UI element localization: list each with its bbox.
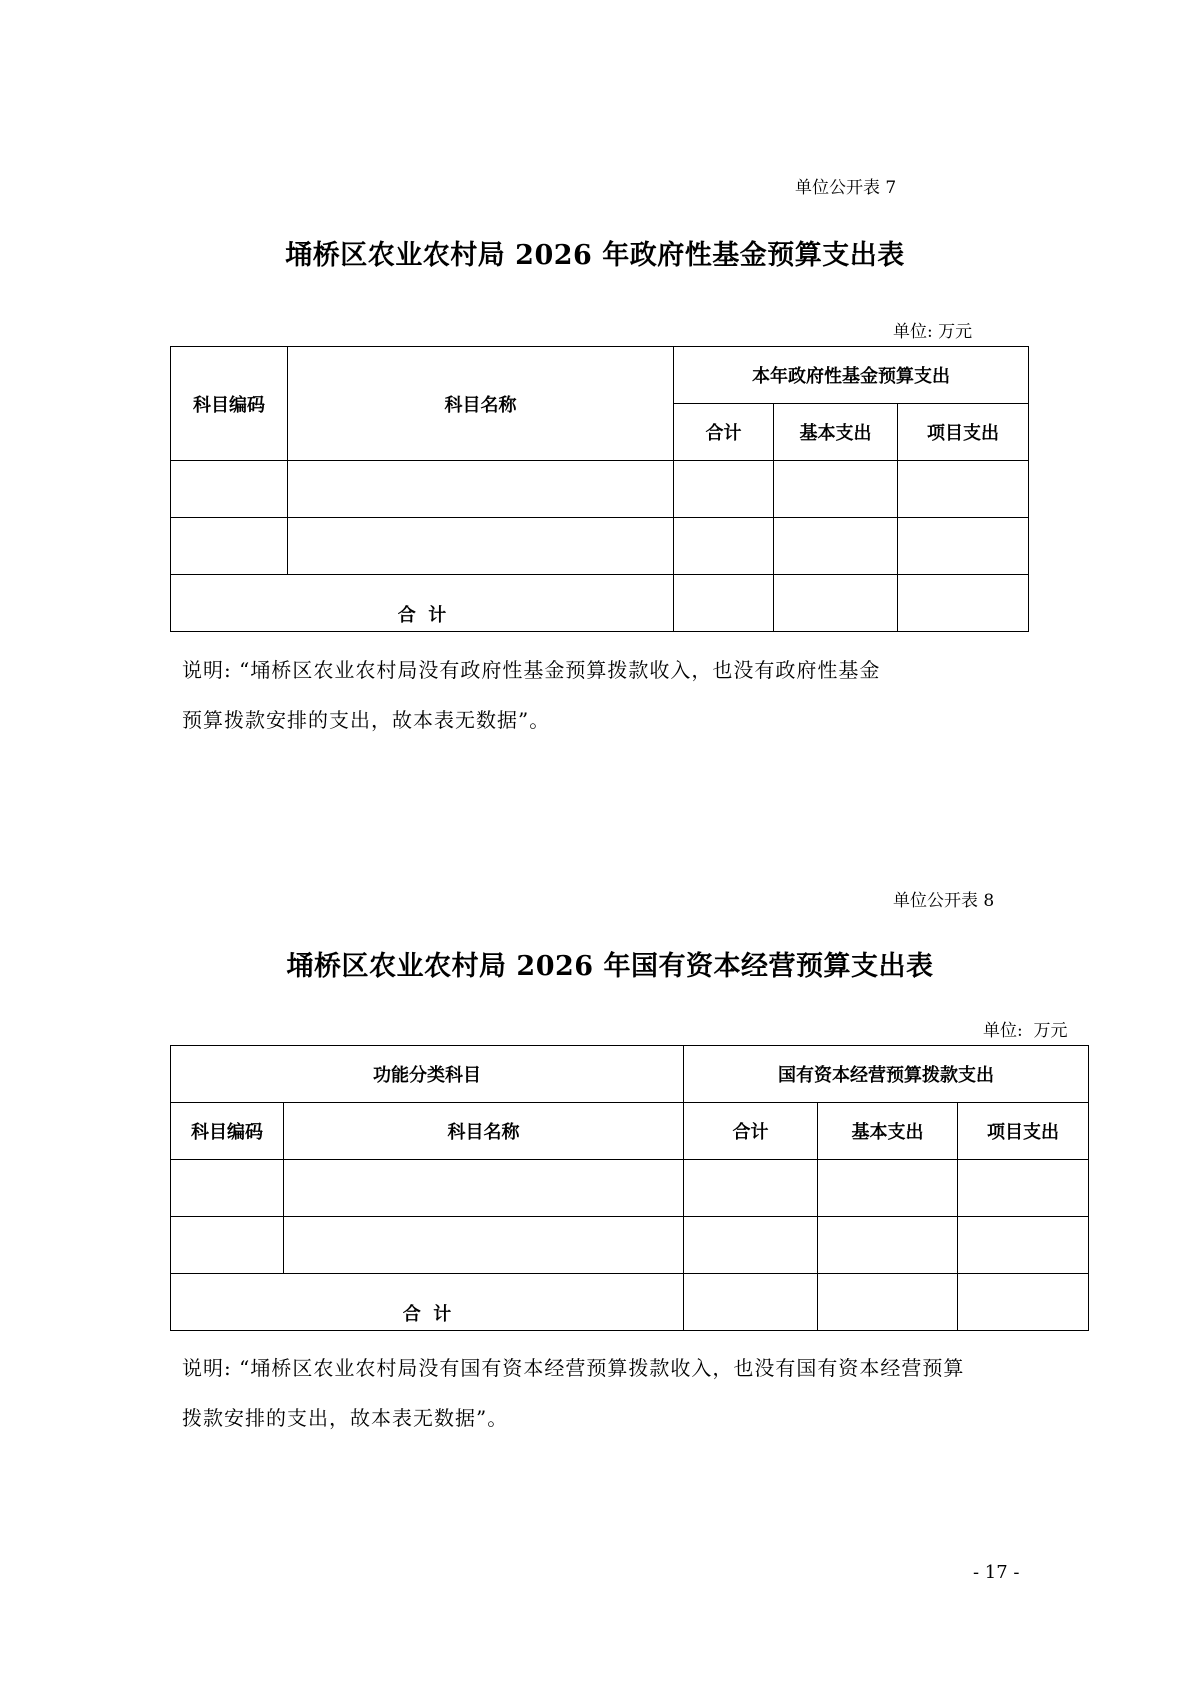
cell-project — [958, 1217, 1089, 1274]
note-8 — [182, 1343, 964, 1443]
header-code: 科目编码 — [171, 347, 288, 461]
note-7 — [182, 645, 880, 745]
sum-total — [684, 1274, 818, 1331]
cell-total — [684, 1217, 818, 1274]
table-row — [171, 1160, 1089, 1217]
cell-basic — [774, 518, 898, 575]
cell-code — [171, 518, 288, 575]
sum-row — [171, 575, 1029, 632]
header-total: 合计 — [674, 404, 774, 461]
header-code: 科目编码 — [171, 1103, 284, 1160]
sum-label: 合 计 — [171, 1274, 684, 1331]
sum-basic — [818, 1274, 958, 1331]
header-group: 国有资本经营预算拨款支出 — [684, 1046, 1089, 1103]
table-row — [171, 1217, 1089, 1274]
page-number: - 17 - — [973, 1562, 1020, 1583]
header-name: 科目名称 — [284, 1103, 684, 1160]
cell-project — [958, 1160, 1089, 1217]
cell-basic — [818, 1160, 958, 1217]
cell-basic — [774, 461, 898, 518]
header-func: 功能分类科目 — [171, 1046, 684, 1103]
cell-total — [674, 518, 774, 575]
sum-project — [958, 1274, 1089, 1331]
budget-table-7 — [170, 346, 1029, 632]
header-project: 项目支出 — [958, 1103, 1089, 1160]
cell-basic — [818, 1217, 958, 1274]
table-row — [171, 518, 1029, 575]
cell-code — [171, 461, 288, 518]
sum-total — [674, 575, 774, 632]
note-line: 说明: “埇桥区农业农村局没有政府性基金预算拨款收入，也没有政府性基金 — [182, 658, 881, 682]
header-group: 本年政府性基金预算支出 — [674, 347, 1029, 404]
table-row — [171, 461, 1029, 518]
cell-code — [171, 1217, 284, 1274]
cell-name — [284, 1217, 684, 1274]
cell-total — [674, 461, 774, 518]
header-basic: 基本支出 — [774, 404, 898, 461]
header-total: 合计 — [684, 1103, 818, 1160]
cell-code — [171, 1160, 284, 1217]
note-line: 说明: “埇桥区农业农村局没有国有资本经营预算拨款收入，也没有国有资本经营预算 — [182, 1356, 965, 1380]
budget-table-8 — [170, 1045, 1089, 1331]
cell-name — [284, 1160, 684, 1217]
sum-label: 合 计 — [171, 575, 674, 632]
unit-label-8: 单位: 万元 — [983, 1021, 1068, 1041]
sum-basic — [774, 575, 898, 632]
note-line: 预算拨款安排的支出，故本表无数据”。 — [182, 708, 551, 732]
sum-project — [898, 575, 1029, 632]
cell-total — [684, 1160, 818, 1217]
unit-label-7: 单位: 万元 — [893, 322, 973, 342]
page-title-8: 埇桥区农业农村局 2026 年国有资本经营预算支出表 — [286, 951, 934, 982]
sum-row — [171, 1274, 1089, 1331]
cell-project — [898, 518, 1029, 575]
cell-project — [898, 461, 1029, 518]
table-tag-8: 单位公开表 8 — [893, 891, 995, 911]
note-line: 拨款安排的支出，故本表无数据”。 — [182, 1406, 509, 1430]
cell-name — [288, 461, 674, 518]
cell-name — [288, 518, 674, 575]
header-project: 项目支出 — [898, 404, 1029, 461]
header-name: 科目名称 — [288, 347, 674, 461]
table-tag-7: 单位公开表 7 — [795, 178, 897, 198]
header-basic: 基本支出 — [818, 1103, 958, 1160]
page-title-7: 埇桥区农业农村局 2026 年政府性基金预算支出表 — [285, 240, 905, 271]
